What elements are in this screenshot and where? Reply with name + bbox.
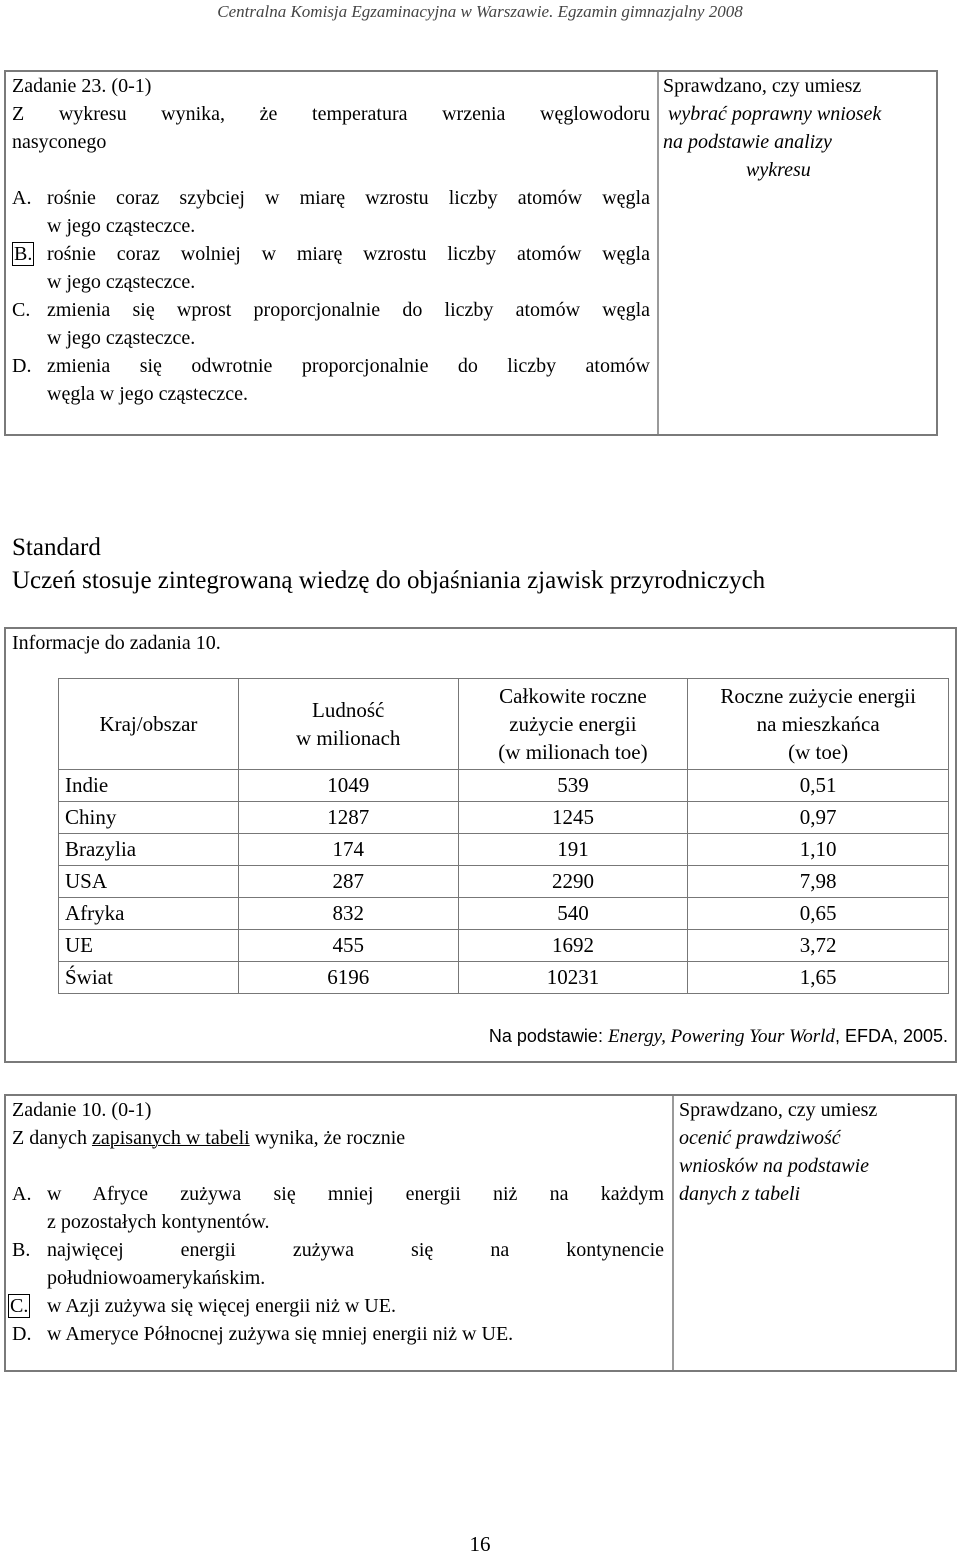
option-text: zmienia się odwrotnie proporcjonalnie do liczby atomów — [47, 355, 650, 377]
table-row: Afryka 832 540 0,65 — [59, 898, 949, 930]
option-text: w Ameryce Północnej zużywa się mniej energii niż w UE. — [47, 1323, 514, 1345]
task23-check-line: wybrać poprawny wniosek — [668, 103, 882, 125]
table-row: Indie 1049 539 0,51 — [59, 770, 949, 802]
option-text: rośnie coraz szybciej w miarę wzrostu liczby atomów węgla — [47, 187, 650, 209]
task10-check-line: wniosków na podstawie — [679, 1155, 870, 1177]
page-header: Centralna Komisja Egzaminacyjna w Warszawie. Egzamin gimnazjalny 2008 — [217, 2, 743, 21]
col-header-total-energy: Całkowite roczne zużycie energii (w milionach toe) — [458, 679, 688, 770]
info-label: Informacje do zadania 10. — [12, 632, 221, 654]
option-text-cont: południowoamerykańskim. — [47, 1267, 266, 1289]
option-letter[interactable]: D. — [12, 355, 32, 377]
task10-title: Zadanie 10. (0-1) — [12, 1099, 152, 1121]
option-text: najwięcej energii zużywa się na kontynencie — [47, 1239, 664, 1261]
option-letter[interactable]: B. — [12, 1239, 31, 1261]
task10-question: Z danych zapisanych w tabeli wynika, że rocznie — [12, 1127, 406, 1149]
task10-check-title: Sprawdzano, czy umiesz — [679, 1099, 878, 1121]
option-letter[interactable]: A. — [12, 1183, 32, 1205]
table-row: Chiny 1287 1245 0,97 — [59, 802, 949, 834]
task10-check-line: danych z tabeli — [679, 1183, 801, 1205]
option-letter-correct[interactable]: B. — [14, 243, 33, 265]
task23-question-cont: nasyconego — [12, 131, 107, 153]
option-text-cont: z pozostałych kontynentów. — [47, 1211, 270, 1233]
option-letter[interactable]: D. — [12, 1323, 32, 1345]
task23-check-line: na podstawie analizy — [663, 131, 832, 153]
source-citation: Na podstawie: Energy, Powering Your World, EFDA, 2005. — [488, 1026, 948, 1047]
option-text: zmienia się wprost proporcjonalnie do liczby atomów węgla — [47, 299, 650, 321]
task10-check-line: ocenić prawdziwość — [679, 1127, 841, 1149]
task23-title: Zadanie 23. (0-1) — [12, 75, 152, 97]
option-text: w Afryce zużywa się mniej energii niż na każdym — [47, 1183, 664, 1205]
table-row: Brazylia 174 191 1,10 — [59, 834, 949, 866]
task23-check-title: Sprawdzano, czy umiesz — [663, 75, 862, 97]
col-header-population: Ludność w milionach — [238, 679, 458, 770]
option-text-cont: w jego cząsteczce. — [47, 215, 196, 237]
standard-title: Standard — [12, 534, 101, 561]
table-row: USA 287 2290 7,98 — [59, 866, 949, 898]
col-header-per-capita: Roczne zużycie energii na mieszkańca (w toe) — [688, 679, 949, 770]
table-row: UE 455 1692 3,72 — [59, 930, 949, 962]
page-number: 16 — [469, 1532, 491, 1556]
option-letter[interactable]: C. — [12, 299, 31, 321]
col-header-country: Kraj/obszar — [59, 679, 239, 770]
option-text: rośnie coraz wolniej w miarę wzrostu liczby atomów węgla — [47, 243, 650, 265]
option-text-cont: w jego cząsteczce. — [47, 271, 196, 293]
option-letter-correct[interactable]: C. — [10, 1295, 29, 1317]
table-header-row — [59, 679, 949, 770]
option-letter[interactable]: A. — [12, 187, 32, 209]
task10-divider — [672, 1096, 674, 1370]
energy-table — [58, 678, 949, 994]
task23-divider — [657, 72, 659, 434]
task23-question: Z wykresu wynika, że temperatura wrzenia węglowodoru — [12, 103, 650, 125]
option-text-cont: węgla w jego cząsteczce. — [47, 383, 248, 405]
task23-check-line: wykresu — [746, 159, 811, 181]
option-text: w Azji zużywa się więcej energii niż w UE. — [47, 1295, 396, 1317]
option-text-cont: w jego cząsteczce. — [47, 327, 196, 349]
table-row: Świat 6196 10231 1,65 — [59, 962, 949, 994]
standard-text: Uczeń stosuje zintegrowaną wiedzę do objaśniania zjawisk przyrodniczych — [12, 567, 766, 594]
